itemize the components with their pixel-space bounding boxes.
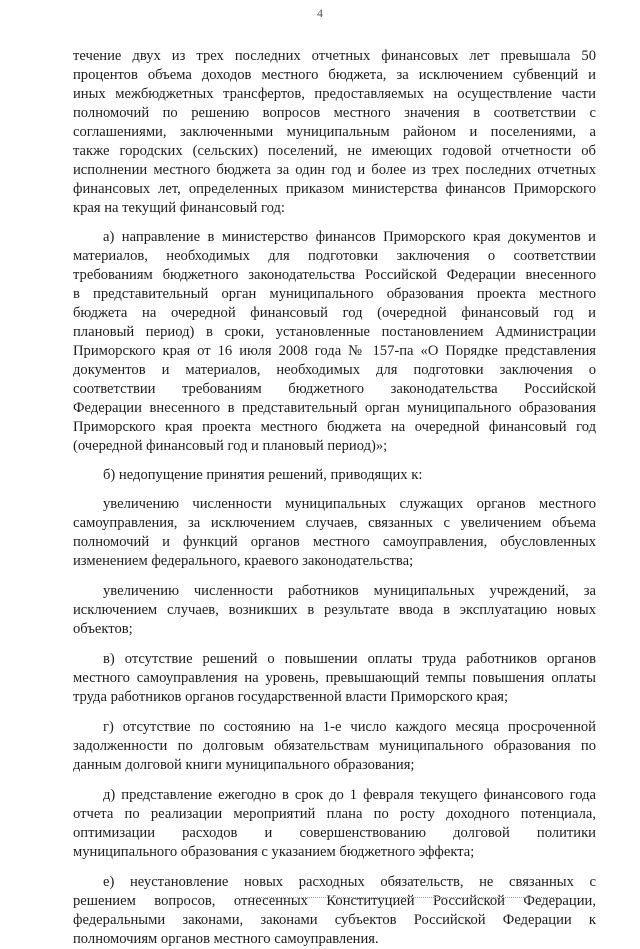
text-line: оптимизации расходов и совершенствованию долговой политики bbox=[73, 825, 596, 841]
text-line: решением вопросов, отнесенных Конституцией Российской Федерации, bbox=[73, 893, 596, 909]
text-line: соответствии требованиям бюджетного законодательства Российской bbox=[73, 381, 596, 397]
paragraph-workers-increase bbox=[73, 582, 596, 639]
text-line: полномочиям органов местного самоуправления. bbox=[73, 931, 379, 947]
paragraph-item-e bbox=[73, 873, 596, 949]
text-line: федеральными законами, законами субъектов Российской Федерации к bbox=[73, 912, 596, 928]
text-line: данным долговой книги муниципального образования; bbox=[73, 757, 415, 773]
text-line: в представительный орган муниципального образования проекта местного bbox=[73, 286, 596, 302]
paragraph-item-a bbox=[73, 228, 596, 456]
paragraph-intro bbox=[73, 47, 596, 218]
text-line: муниципального образования с указанием бюджетного эффекта; bbox=[73, 844, 475, 860]
paragraph-item-g bbox=[73, 718, 596, 775]
paragraph-item-v bbox=[73, 650, 596, 707]
text-line: полномочий и функций органов местного самоуправления, обусловленных bbox=[73, 534, 596, 550]
paragraph-staff-increase bbox=[73, 495, 596, 571]
text-line: (очередной финансовый год и плановый период)»; bbox=[73, 438, 388, 454]
text-line: исключением случаев, возникших в результате ввода в эксплуатацию новых bbox=[73, 602, 596, 618]
text-line: отчета по реализации мероприятий плана по росту доходного потенциала, bbox=[73, 806, 596, 822]
text-line: объектов; bbox=[73, 621, 133, 637]
text-line: соглашениями, заключенными муниципальным районом и поселениями, а bbox=[73, 124, 596, 140]
paragraph-item-b bbox=[73, 466, 596, 485]
text-line: края на текущий финансовый год: bbox=[73, 200, 285, 216]
text-line: Приморского края от 16 июля 2008 года № 157-па «О Порядке представления bbox=[73, 343, 596, 359]
text-line: е) неустановление новых расходных обязательств, не связанных с bbox=[103, 874, 596, 890]
text-line: также городских (сельских) поселений, не имеющих годовой отчетности об bbox=[73, 143, 596, 159]
scan-footer-rule bbox=[250, 897, 560, 898]
text-line: иных межбюджетных трансфертов, предоставляемых на осуществление части bbox=[73, 86, 596, 102]
text-line: самоуправления, за исключением случаев, связанных с увеличением объема bbox=[73, 515, 596, 531]
text-line: а) направление в министерство финансов Приморского края документов и bbox=[103, 229, 596, 245]
text-line: бюджета на очередной финансовый год (очередной финансовый год и bbox=[73, 305, 596, 321]
text-line: Приморского края проекта местного бюджета на очередной финансовый год bbox=[73, 419, 596, 435]
text-line: процентов объема доходов местного бюджета, за исключением субвенций и bbox=[73, 67, 596, 83]
text-line: течение двух из трех последних отчетных финансовых лет превышала 50 bbox=[73, 48, 596, 64]
text-line: в) отсутствие решений о повышении оплаты труда работников органов bbox=[103, 651, 596, 667]
text-line: Федерации внесенного в представительный орган муниципального образования bbox=[73, 400, 596, 416]
text-line: б) недопущение принятия решений, приводящих к: bbox=[103, 467, 423, 483]
text-line: местного самоуправления на уровень, превышающий темпы повышения оплаты bbox=[73, 670, 596, 686]
text-line: полномочий по решению вопросов местного значения в соответствии с bbox=[73, 105, 596, 121]
text-line: изменением федерального, краевого законодательства; bbox=[73, 553, 414, 569]
page-number: 4 bbox=[317, 6, 323, 20]
text-line: материалов, необходимых для подготовки заключения о соответствии bbox=[73, 248, 596, 264]
paragraph-item-d bbox=[73, 786, 596, 862]
text-line: увеличению численности муниципальных служащих органов местного bbox=[103, 496, 596, 512]
document-body bbox=[73, 47, 596, 949]
text-line: д) представление ежегодно в срок до 1 февраля текущего финансового года bbox=[103, 787, 596, 803]
text-line: исполнении местного бюджета за один год и более из трех последних отчетных bbox=[73, 162, 596, 178]
text-line: документов и материалов, необходимых для подготовки заключения о bbox=[73, 362, 596, 378]
text-line: требованиям бюджетного законодательства Российской Федерации внесенного bbox=[73, 267, 596, 283]
text-line: увеличению численности работников муниципальных учреждений, за bbox=[103, 583, 596, 599]
text-line: г) отсутствие по состоянию на 1-е число каждого месяца просроченной bbox=[103, 719, 596, 735]
text-line: труда работников органов государственной власти Приморского края; bbox=[73, 689, 509, 705]
text-line: финансовых лет, определенных приказом министерства финансов Приморского bbox=[73, 181, 596, 197]
text-line: задолженности по долговым обязательствам муниципального образования по bbox=[73, 738, 596, 754]
text-line: плановый период) в сроки, установленные постановлением Администрации bbox=[73, 324, 596, 340]
